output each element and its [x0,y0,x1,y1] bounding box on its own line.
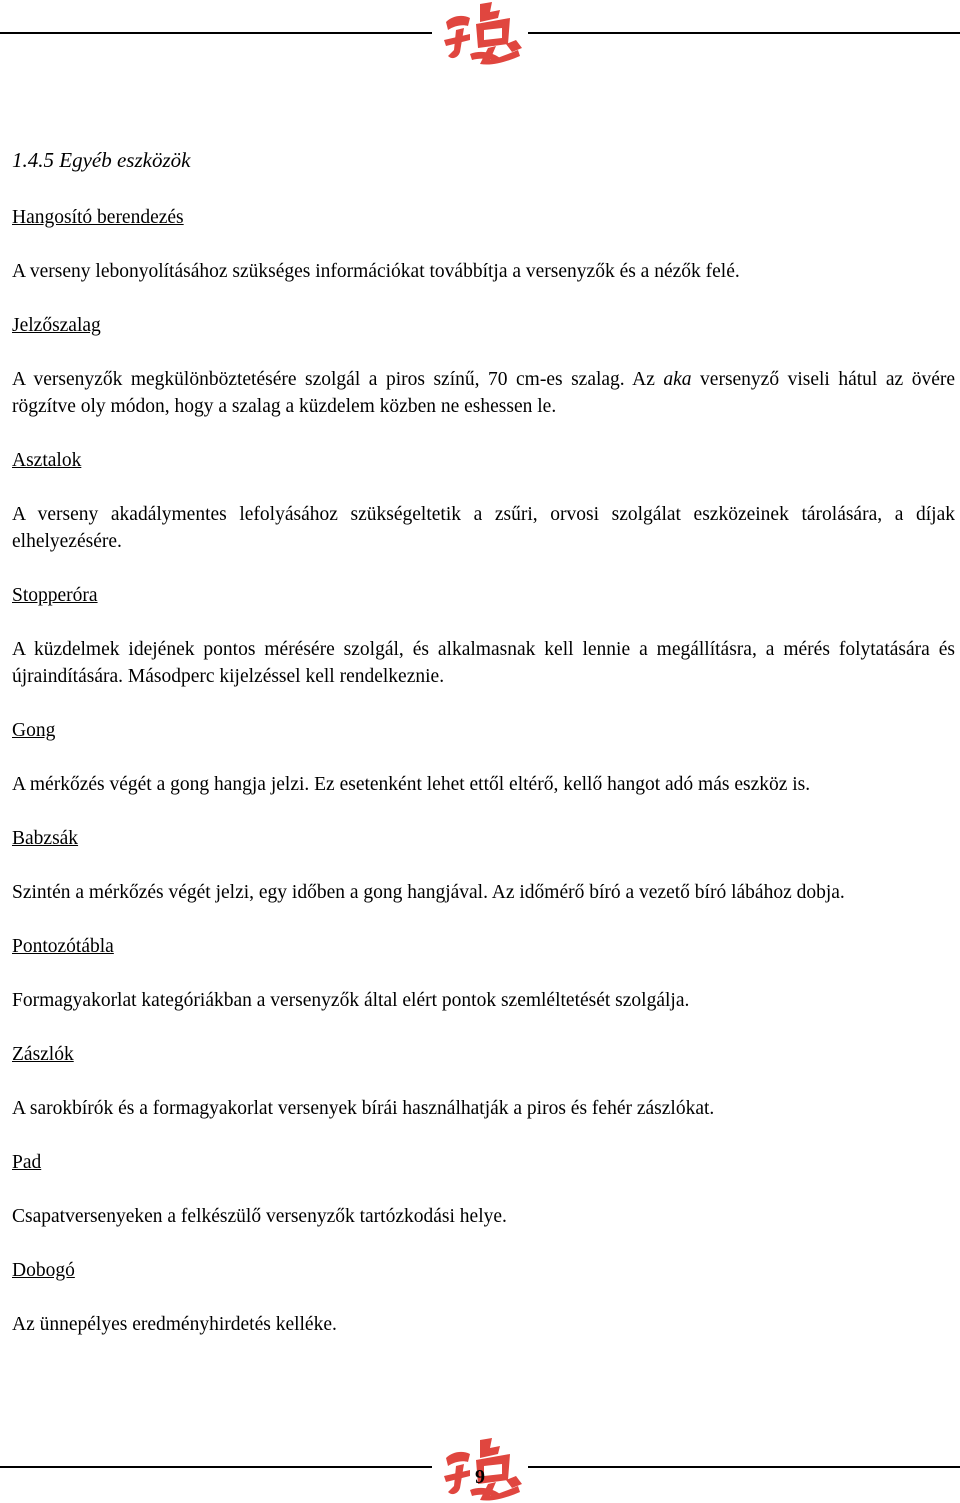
heading-jelzoszalag: Jelzőszalag [12,315,101,336]
heading-asztalok: Asztalok [12,450,82,471]
paragraph-jelzoszalag [12,366,955,420]
kanji-logo-icon [440,0,526,66]
heading-dobogo: Dobogó [12,1260,75,1281]
heading-hangosito: Hangosító berendezés [12,207,184,228]
heading-gong: Gong [12,720,56,741]
header-rule-left [0,32,432,34]
paragraph-pontozotabla: Formagyakorlat kategóriákban a versenyzők által elért pontok szemléltetését szolgálja. [12,990,690,1011]
paragraph-dobogo: Az ünnepélyes eredményhirdetés kelléke. [12,1314,337,1335]
heading-stopperora: Stopperóra [12,585,98,606]
page-number: 9 [475,1466,485,1488]
paragraph-jelzoszalag-part2: versenyző viseli hátul az övére rögzítve oly módon, hogy a szalag a küzdelem közben ne eshessen le. [12,369,955,417]
paragraph-babzsak: Szintén a mérkőzés végét jelzi, egy időben a gong hangjával. Az időmérő bíró a vezető bíró lábához dobja. [12,882,845,903]
section-title: 1.4.5 Egyéb eszközök [12,148,191,172]
paragraph-pad: Csapatversenyeken a felkészülő versenyzők tartózkodási helye. [12,1206,507,1227]
heading-pontozotabla: Pontozótábla [12,936,114,957]
heading-pad: Pad [12,1152,42,1173]
paragraph-zaszlok: A sarokbírók és a formagyakorlat versenyek bírái használhatják a piros és fehér zászlókat. [12,1098,715,1119]
heading-zaszlok: Zászlók [12,1044,74,1065]
paragraph-gong: A mérkőzés végét a gong hangja jelzi. Ez esetenként lehet ettől eltérő, kellő hangot adó más eszköz is. [12,774,811,795]
paragraph-hangosito: A verseny lebonyolításához szükséges információkat továbbítja a versenyzők és a nézők felé. [12,261,740,282]
paragraph-jelzoszalag-part1: A versenyzők megkülönböztetésére szolgál a piros színű, 70 cm-es szalag. Az [12,369,664,390]
header-rule-right [528,32,960,34]
paragraph-asztalok: A verseny akadálymentes lefolyásához szükségeltetik a zsűri, orvosi szolgálat eszközeinek tárolására, a díjak elhelyezésére. [12,504,955,552]
document-body [12,143,955,1365]
paragraph-stopperora: A küzdelmek idejének pontos mérésére szolgál, és alkalmasnak kell lennie a megállításra, a mérés folytatására és újraindítására. Másodperc kijelzéssel kell rendelkeznie. [12,639,955,687]
aka-term: aka [663,369,692,390]
heading-babzsak: Babzsák [12,828,79,849]
